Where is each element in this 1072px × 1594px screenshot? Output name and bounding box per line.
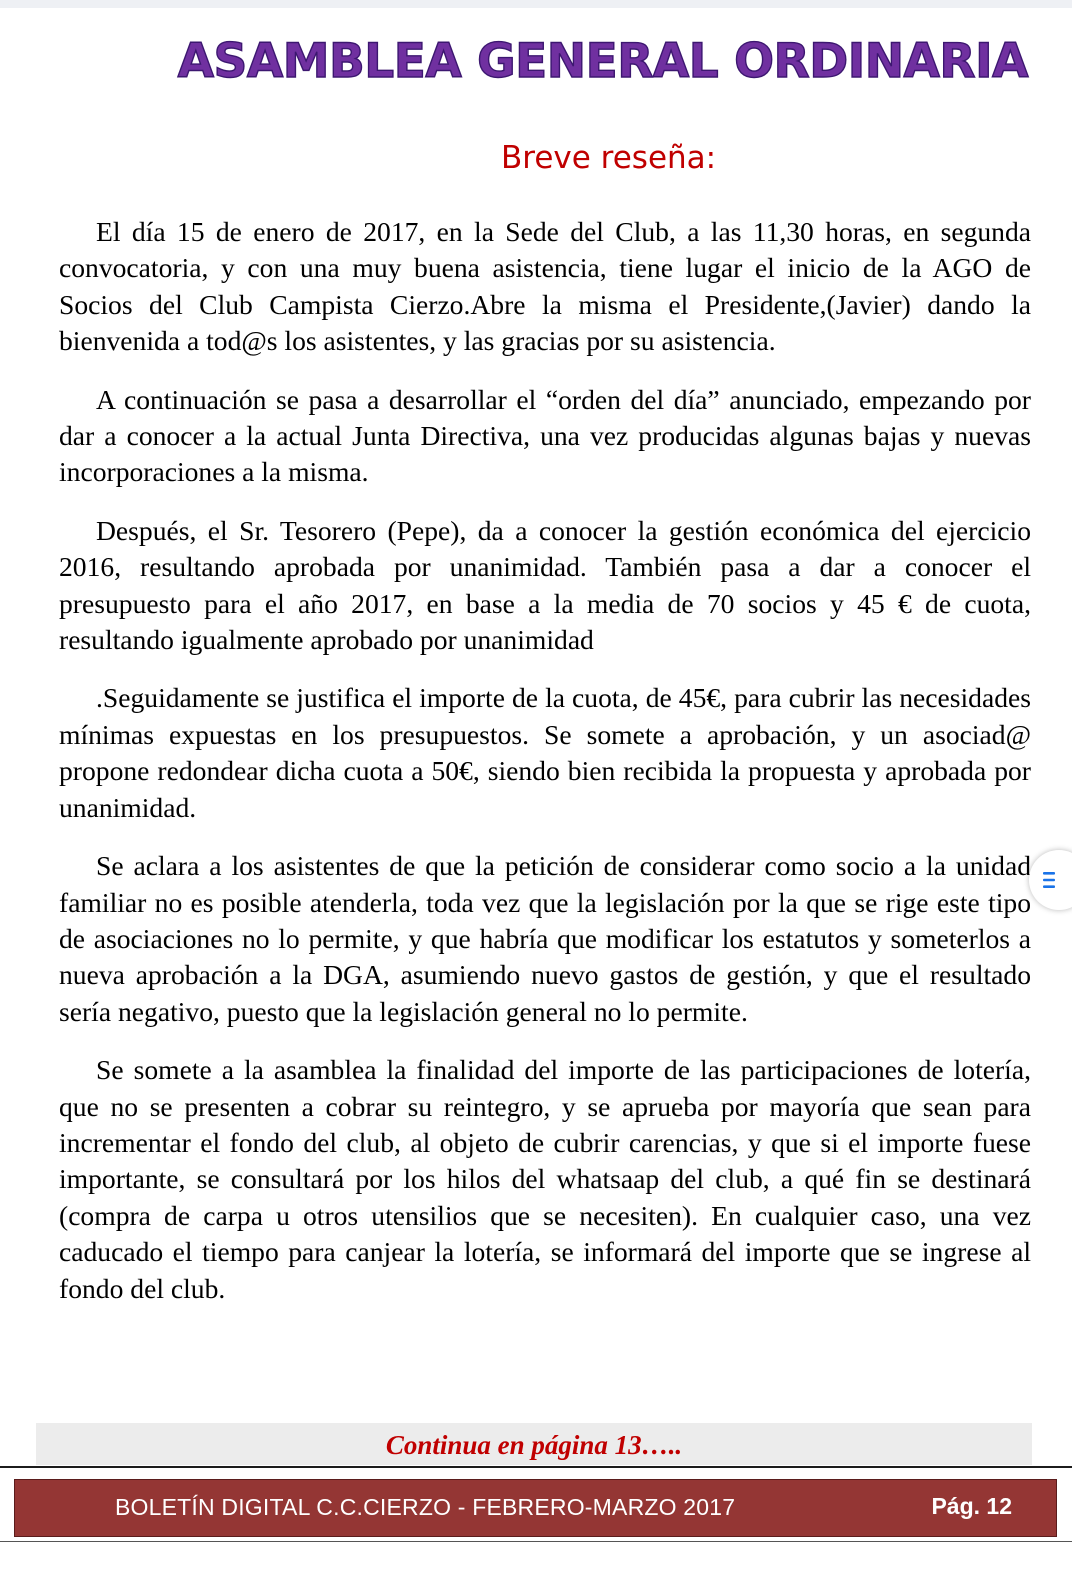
- top-strip: [0, 0, 1072, 8]
- paragraph: Se somete a la asamblea la finalidad del importe de las participaciones de lotería, que no se presenten a cobrar su reintegro, y se aprueba por mayoría que sean para incrementar el fondo del club, al objeto de cubrir carencias, y que si el importe fuese importante, se consultará por los hilos del whatsaap del club, a qué fin se destinará (compra de carpa u otros utensilios que se necesiten). En cualquier caso, una vez caducado el tiempo para canjear la lotería, se informará del importe que se ingrese al fondo del club.: [59, 1054, 1031, 1304]
- continue-note: Continua en página 13…..: [36, 1423, 1032, 1465]
- paragraph: .Seguidamente se justifica el importe de la cuota, de 45€, para cubrir las necesidades mínimas expuestas en los presupuestos. Se somete a aprobación, y un asociad@ propone redondear dicha cuota a 50€, siendo bien recibida la propuesta y aprobada por unanimidad.: [59, 682, 1031, 823]
- footer-publication: BOLETÍN DIGITAL C.C.CIERZO - FEBRERO-MARZO 2017: [115, 1494, 736, 1520]
- footer-band: [14, 1479, 1057, 1537]
- paragraph: Se aclara a los asistentes de que la petición de considerar como socio a la unidad familiar no es posible atenderla, toda vez que la legislación por la que se rige este tipo de asociaciones no lo permite, y que habría que modificar los estatutos y someterlos a nueva aprobación a la DGA, asumiendo nuevo gastos de gestión, y que el resultado sería negativo, puesto que la legislación general no lo permite.: [59, 850, 1031, 1027]
- paragraph: El día 15 de enero de 2017, en la Sede del Club, a las 11,30 horas, en segunda convocatoria, y con una muy buena asistencia, tiene lugar el inicio de la AGO de Socios del Club Campista Cierzo.Abre la misma el Presidente,(Javier) dando la bienvenida a tod@s los asistentes, y las gracias por su asistencia.: [59, 216, 1031, 357]
- paragraph: Después, el Sr. Tesorero (Pepe), da a conocer la gestión económica del ejercicio 2016, resultando aprobada por unanimidad. También pasa a dar a conocer el presupuesto para el año 2017, en base a la media de 70 socios y 45 € de cuota, resultando igualmente aprobado por unanimidad: [59, 514, 1031, 656]
- menu-lines-icon: [1041, 870, 1057, 890]
- article-body: [59, 214, 1031, 1329]
- divider: [0, 1541, 1072, 1542]
- section-subtitle: Breve reseña:: [501, 140, 717, 176]
- page-title: ASAMBLEA GENERAL ORDINARIA: [177, 34, 1028, 89]
- page-number: Pág. 12: [931, 1493, 1012, 1519]
- divider: [0, 1466, 1072, 1468]
- paragraph: A continuación se pasa a desarrollar el “orden del día” anunciado, empezando por dar a conocer a la actual Junta Directiva, una vez producidas algunas bajas y nuevas incorporaciones a la misma.: [59, 383, 1031, 488]
- side-menu-handle[interactable]: [1029, 850, 1072, 910]
